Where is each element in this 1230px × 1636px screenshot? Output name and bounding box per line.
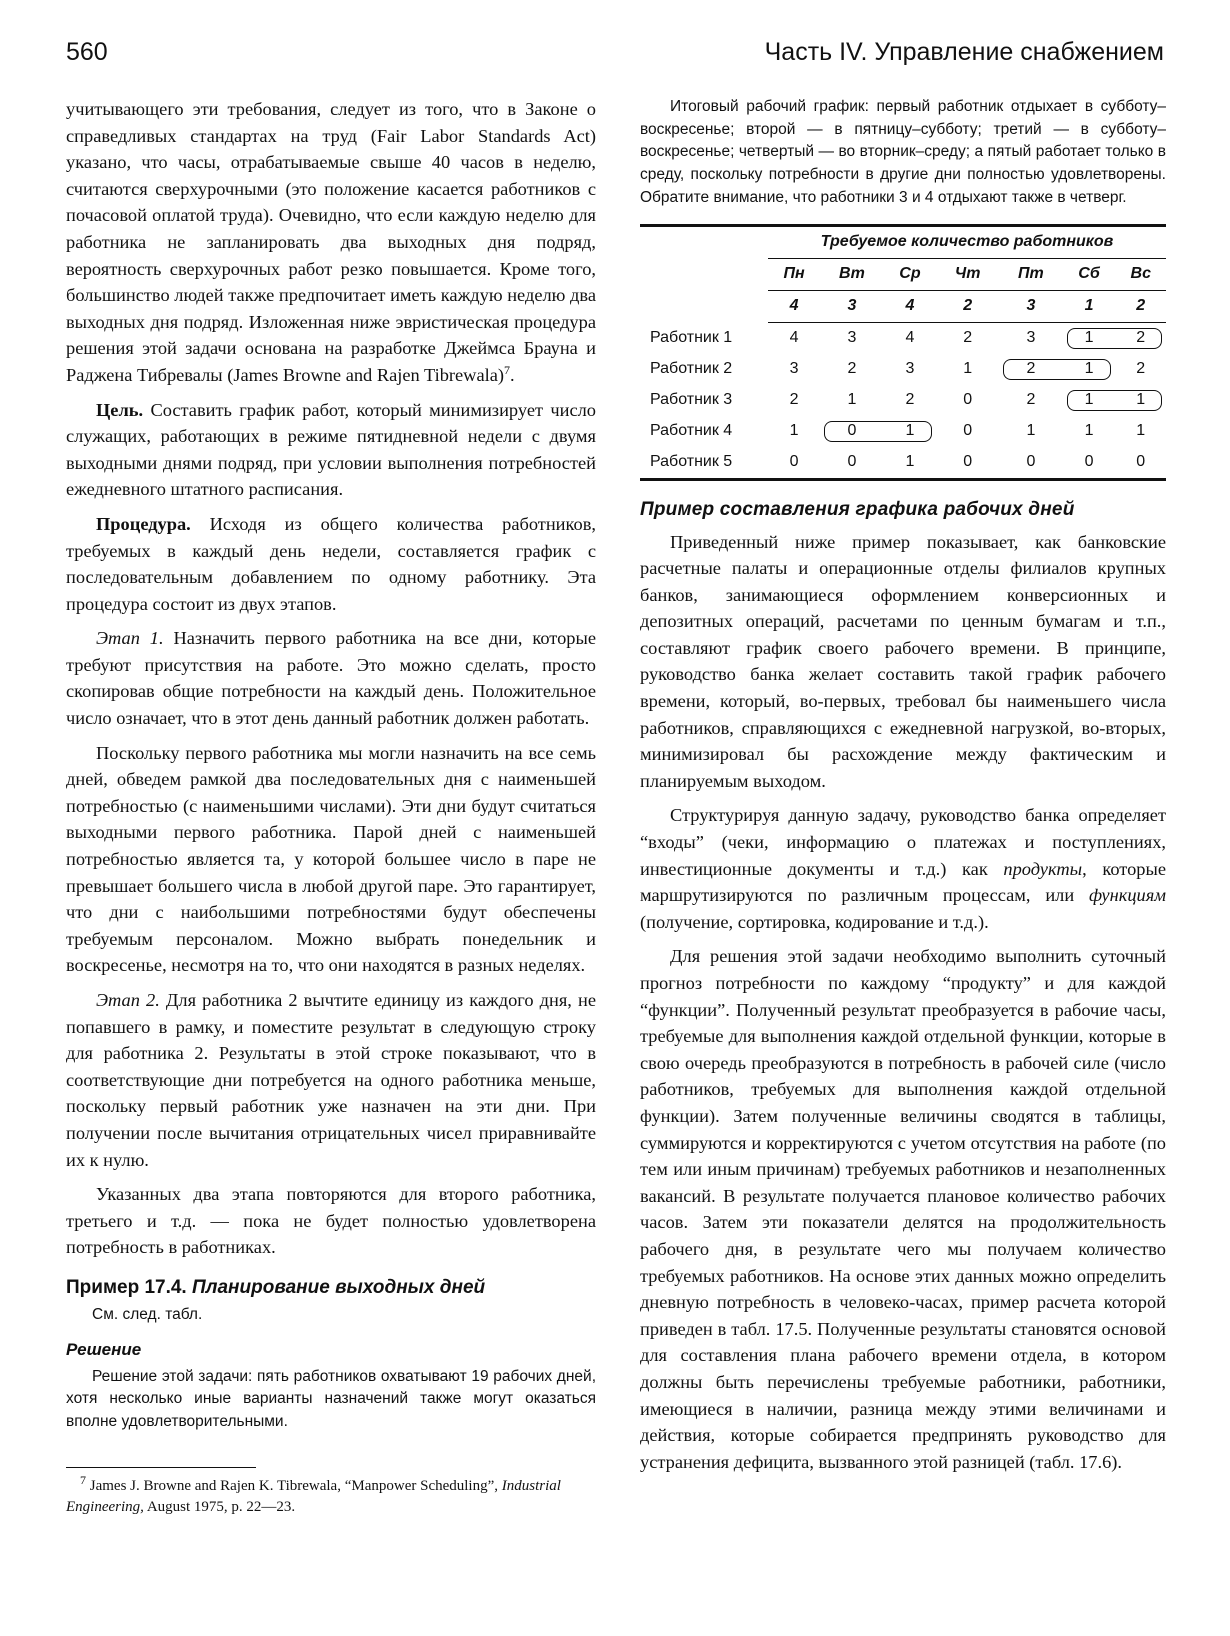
table-cell-boxed: 2 <box>999 354 1062 385</box>
table-row <box>640 447 1166 480</box>
row-label: Работник 2 <box>650 360 733 378</box>
table-cell-boxed: 0 <box>820 416 884 447</box>
table-cell: 2 <box>1026 391 1036 409</box>
day-header: Чт <box>936 258 999 290</box>
staffing-table <box>640 224 1166 481</box>
table-cell-boxed: 1 <box>1063 385 1116 416</box>
solution-heading: Решение <box>66 1339 142 1359</box>
paragraph-stage1: Этап 1. Назначить первого работника на все дни, которые требуют присутствия на работе. Это можно сделать, просто скопировав общие потребности на каждый день. Положительное число означает, что в этот день данный работник должен работать. <box>66 628 596 729</box>
day-header: Пн <box>768 258 820 290</box>
day-header: Вс <box>1115 258 1166 290</box>
required-value: 4 <box>768 290 820 322</box>
paragraph-since: Поскольку первого работника мы могли назначить на все семь дней, обведем рамкой два последовательных дня с наименьшей потребностью (с наименьшими числами). Эти дни будут считаться выходными первого работника. Парой дней с наименьшей потребностью является та, у которой большее число в паре не превышает большего числа в любой другой паре. Это гарантирует, что дни с наибольшими потребностями будут обеспечены требуемым персоналом. Можно выбрать понедельник и воскресенье, несмотря на то, что они находятся в разных неделях. <box>66 742 596 976</box>
day-header: Сб <box>1063 258 1116 290</box>
table-cell: 3 <box>789 360 799 378</box>
table-cell: 1 <box>847 391 857 409</box>
required-value: 2 <box>936 290 999 322</box>
table-cell: 2 <box>789 391 799 409</box>
table-row <box>640 416 1166 447</box>
day-header: Ср <box>884 258 937 290</box>
table-cell: 0 <box>963 422 973 440</box>
required-value: 3 <box>999 290 1062 322</box>
day-header: Пт <box>999 258 1062 290</box>
table-row <box>640 385 1166 416</box>
row-label: Работник 1 <box>650 328 733 346</box>
required-value: 1 <box>1063 290 1116 322</box>
table-cell: 2 <box>847 360 857 378</box>
see-next-table: См. след. табл. <box>92 1305 203 1323</box>
solution-text: Решение этой задачи: пять работников охватывают 19 рабочих дней, хотя несколько иные варианты назначений также могут оказаться вполне удовлетворительными. <box>66 1367 596 1430</box>
table-cell: 1 <box>963 360 973 378</box>
table-days-row <box>640 258 1166 290</box>
schedule-summary: Итоговый рабочий график: первый работник отдыхает в субботу–воскресенье; второй — в пятницу–субботу; третий — в субботу–воскресенье; четвертый — во вторник–среду; а пятый работает только в среду, поскольку потребности в другие дни полностью удовлетворены. Обратите внимание, что работники 3 и 4 отдыхают также в четверг. <box>640 98 1166 206</box>
table-cell: 0 <box>768 447 820 480</box>
day-header: Вт <box>820 258 884 290</box>
stage2-label: Этап 2. <box>96 990 160 1010</box>
table-cell: 1 <box>884 447 937 480</box>
table-caption-row <box>640 225 1166 258</box>
row-label: Работник 5 <box>640 447 768 480</box>
table-cell: 1 <box>789 422 799 440</box>
page-number: 560 <box>66 38 108 66</box>
table-cell: 1 <box>1084 422 1094 440</box>
right-column <box>640 96 1166 1475</box>
table-required-row <box>640 290 1166 322</box>
table-cell: 2 <box>1136 360 1146 378</box>
paragraph-bank-example: Приведенный ниже пример показывает, как банковские расчетные палаты и операционные отделы филиалов крупных банков, занимающиеся оформлением конверсионных и депозитных операций, расчетами по ценным бумагам и т.п., составляют график своего рабочего времени. В принципе, руководство банка желает составить такой график рабочего времени, который, во-первых, требовал бы наименьшего числа работников, справляющихся с ежедневной нагрузкой, во-вторых, минимизировал бы расхождение между фактическим и планируемым выходом. <box>640 531 1166 791</box>
table-cell: 0 <box>1063 447 1116 480</box>
table-caption: Требуемое количество работников <box>768 225 1166 258</box>
table-cell-boxed: 1 <box>1115 385 1166 416</box>
table-cell: 4 <box>905 329 915 347</box>
paragraph-goal: Цель. Составить график работ, который минимизирует число служащих, работающих в режиме пятидневной недели с двумя выходными днями подряд, при условии выполнения потребностей ежедневного штатного расписания. <box>66 399 596 500</box>
table-cell: 0 <box>820 447 884 480</box>
table-cell: 0 <box>1115 447 1166 480</box>
table-cell: 2 <box>905 391 915 409</box>
paragraph-repeat: Указанных два этапа повторяются для второго работника, третьего и т.д. — пока не будет полностью удовлетворена потребность в работниках. <box>66 1184 596 1258</box>
table-cell-boxed: 1 <box>884 416 937 447</box>
table-cell: 3 <box>905 360 915 378</box>
required-value: 2 <box>1115 290 1166 322</box>
paragraph-stage2: Этап 2. Для работника 2 вычтите единицу из каждого дня, не попавшего в рамку, и поместите результат в следующую строку для работника 2. Результаты в этой строке показывают, что в соответствующие дни потребуется на одного работника меньше, поскольку первый работник уже назначен на эти дни. При получении после вычитания отрицательных чисел приравнивайте их к нулю. <box>66 990 596 1170</box>
footnote-divider <box>66 1467 256 1468</box>
table-cell: 0 <box>936 447 999 480</box>
row-label: Работник 3 <box>650 391 733 409</box>
paragraph-intro: учитывающего эти требования, следует из того, что в Законе о справедливых стандартах на труд (Fair Labor Standards Act) указано, что часы, отрабатываемые свыше 40 часов в неделю, считаются сверхурочными (это положение касается работников с почасовой оплатой труда). Очевидно, что если каждую неделю для работника не запланировать два выходных дня подряд, вероятность сверхурочных работ резко повышается. Кроме того, большинство людей также предпочитает иметь каждую неделю два выходных дня подряд. Изложенная ниже эвристическая процедура решения этой задачи основана на разработке Джеймса Брауна и Раджена Тибревалы (James Browne and Rajen Tibrewala)$^7$. <box>66 99 596 385</box>
goal-label: Цель. <box>96 399 144 420</box>
paragraph-inputs: Структурируя данную задачу, руководство банка определяет “входы” (чеки, информацию о платежах и поступлениях, инвестиционные документы и т.д.) как продукты, которые маршрутизируются по различным процессам, или функциям (получение, сортировка, кодирование и т.д.). <box>640 805 1166 932</box>
table-cell: 1 <box>1136 422 1146 440</box>
paragraph-forecast: Для решения этой задачи необходимо выполнить суточный прогноз потребности по каждому “продукту” и для каждой “функции”. Полученный результат преобразуется в рабочие часы, требуемые для выполнения каждой отдельной функции, которые в свою очередь преобразуются в потребность в рабочей силе (число работников, требуемых для выполнения каждой отдельной функции). Затем полученные величины сводятся в таблицы, суммируются и корректируются с учетом отсутствия на работе (по тем или иным причинам) требуемых работников и незаполненных вакансий. В результате получается плановое количество рабочих часов. Затем эти показатели делятся на продолжительность рабочего дня, в результате чего мы получаем количество требуемых работников. На основе этих данных можно определить дневную потребность в человеко-часах, пример расчета которой приведен в табл. 17.5. Полученные результаты становятся основой для составления плана рабочего времени отдела, в котором должны быть перечислены требуемые работники, работники, имеющиеся в наличии, разница между этими величинами и действия, которые собирается предпринять руководство для устранения дефицита, вызванного этой разницей (табл. 17.6). <box>640 946 1166 1472</box>
table-cell: 3 <box>1026 329 1036 347</box>
table-row <box>640 354 1166 385</box>
table-cell: 0 <box>999 447 1062 480</box>
section-heading: Пример составления графика рабочих дней <box>640 498 1075 520</box>
table-cell: 2 <box>963 329 973 347</box>
table-cell: 0 <box>963 391 973 409</box>
paragraph-procedure: Процедура. Исходя из общего количества работников, требуемых в каждый день недели, составляется график с последовательным добавлением по одному работнику. Эта процедура состоит из двух этапов. <box>66 513 596 614</box>
table-cell-boxed: 1 <box>1063 322 1116 354</box>
footnote-ref[interactable]: 7 <box>504 362 511 377</box>
left-column <box>66 96 596 1518</box>
table-cell-boxed: 1 <box>1063 354 1116 385</box>
table-cell-boxed: 2 <box>1115 322 1166 354</box>
footnote: $^7$ James J. Browne and Rajen K. Tibrewala, “Manpower Scheduling”, Industrial Engineering, August 1975, p. 22—23. <box>66 1473 561 1516</box>
table-cell: 4 <box>789 329 799 347</box>
procedure-label: Процедура. <box>96 513 191 534</box>
stage1-label: Этап 1. <box>96 628 164 649</box>
table-cell: 1 <box>1026 422 1036 440</box>
example-heading: Пример 17.4. Планирование выходных дней <box>66 1276 486 1298</box>
table-row <box>640 322 1166 354</box>
required-value: 4 <box>884 290 937 322</box>
row-label: Работник 4 <box>650 422 733 440</box>
table-cell: 3 <box>847 329 857 347</box>
required-value: 3 <box>820 290 884 322</box>
running-header: Часть IV. Управление снабжением <box>764 38 1164 66</box>
